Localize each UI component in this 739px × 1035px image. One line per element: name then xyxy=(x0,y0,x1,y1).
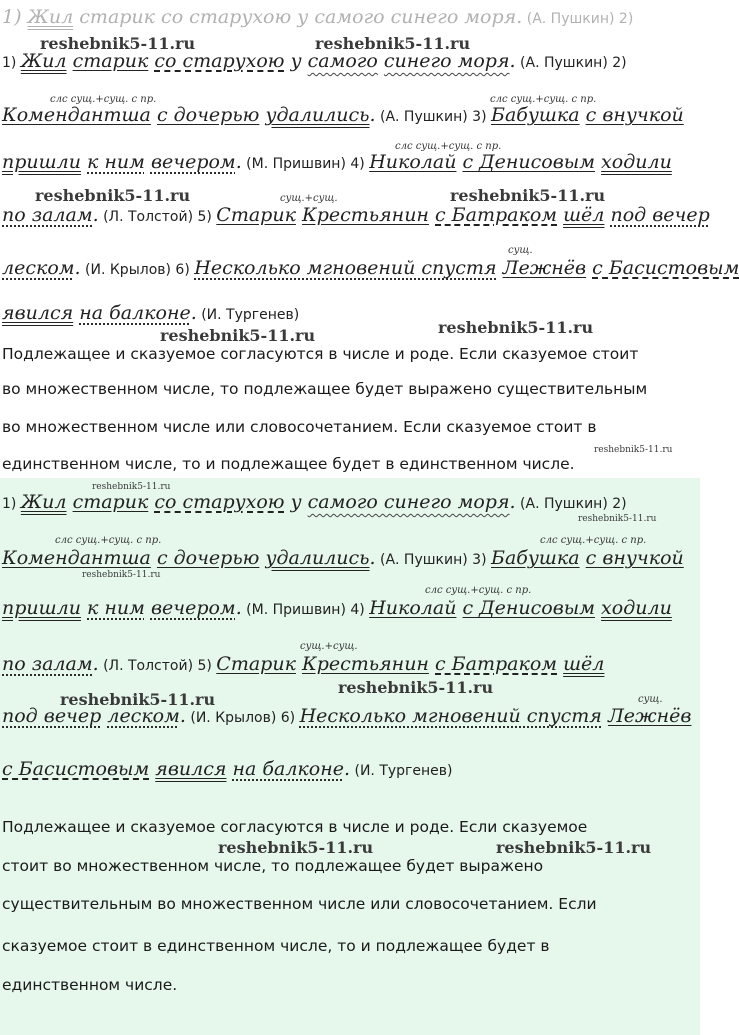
explanation-line: во множественном числе, то подлежащее будет выражено существительным xyxy=(2,380,648,398)
sentence-line-4: по залам. (Л. Толстой) 5) Старик Крестьянин с Батраком шёл xyxy=(2,653,605,675)
annotation: слс сущ.+сущ. с пр. xyxy=(55,535,162,546)
explanation-line: единственном числе, то и подлежащее будет в единственном числе. xyxy=(2,455,575,473)
annotation: сущ.+сущ. xyxy=(280,193,338,204)
explanation-line: сказуемое стоит в единственном числе, то и подлежащее будет в xyxy=(2,937,550,955)
sentence-line-4: по залам. (Л. Толстой) 5) Старик Крестьянин с Батраком шёл под вечер xyxy=(2,204,710,226)
watermark: reshebnik5-11.ru xyxy=(338,678,494,697)
sentence-line-3: пришли к ним вечером. (М. Пришвин) 4) Николай с Денисовым ходили xyxy=(2,597,672,619)
explanation-line: единственном числе. xyxy=(2,976,178,994)
watermark: reshebnik5-11.ru xyxy=(496,838,652,857)
explanation-line: существительным во множественном числе или словосочетанием. Если xyxy=(2,895,597,913)
faded-sentence-line: 1) Жил старик со старухою у самого синего моря. (А. Пушкин) 2) xyxy=(2,6,634,28)
sentence-line-3: пришли к ним вечером. (М. Пришвин) 4) Николай с Денисовым ходили xyxy=(2,151,672,173)
sentence-line-6: с Басистовым явился на балконе. (И. Тургенев) xyxy=(2,758,453,780)
annotation: слс сущ.+сущ. с пр. xyxy=(490,94,597,105)
watermark: reshebnik5-11.ru xyxy=(35,186,191,205)
watermark: reshebnik5-11.ru xyxy=(40,34,196,53)
sentence-line-5: под вечер леском. (И. Крылов) 6) Несколько мгновений спустя Лежнёв xyxy=(2,705,692,727)
watermark: reshebnik5-11.ru xyxy=(82,570,161,580)
annotation: слс сущ.+сущ. с пр. xyxy=(425,585,532,596)
explanation-line: стоит во множественном числе, то подлежащее будет выражено xyxy=(2,857,544,875)
watermark: reshebnik5-11.ru xyxy=(218,838,374,857)
sentence-line-1: 1) Жил старик со старухою у самого синего моря. (А. Пушкин) 2) xyxy=(2,50,627,72)
watermark: reshebnik5-11.ru xyxy=(594,445,673,455)
watermark: reshebnik5-11.ru xyxy=(92,482,171,492)
sentence-line-1: 1) Жил старик со старухою у самого синего моря. (А. Пушкин) 2) xyxy=(2,491,627,513)
annotation: слс сущ.+сущ. с пр. xyxy=(395,141,502,152)
explanation-line: Подлежащее и сказуемое согласуются в числе и роде. Если сказуемое стоит xyxy=(2,345,639,363)
sentence-line-2: Комендантша с дочерью удалились. (А. Пушкин) 3) Бабушка с внучкой xyxy=(2,104,684,126)
watermark: reshebnik5-11.ru xyxy=(450,186,606,205)
annotation: сущ. xyxy=(638,694,663,705)
sentence-line-5: леском. (И. Крылов) 6) Несколько мгновений спустя Лежнёв с Басистовым xyxy=(2,257,739,279)
annotation: слс сущ.+сущ. с пр. xyxy=(540,535,647,546)
watermark: reshebnik5-11.ru xyxy=(578,514,657,524)
watermark: reshebnik5-11.ru xyxy=(60,690,216,709)
watermark: reshebnik5-11.ru xyxy=(438,318,594,337)
explanation-line: во множественном числе или словосочетанием. Если сказуемое стоит в xyxy=(2,418,597,436)
sentence-line-6: явился на балконе. (И. Тургенев) xyxy=(2,302,300,324)
sentence-line-2: Комендантша с дочерью удалились. (А. Пушкин) 3) Бабушка с внучкой xyxy=(2,547,684,569)
annotation: сущ. xyxy=(508,245,533,256)
watermark: reshebnik5-11.ru xyxy=(315,34,471,53)
explanation-line: Подлежащее и сказуемое согласуются в числе и роде. Если сказуемое xyxy=(2,818,588,836)
annotation: сущ.+сущ. xyxy=(300,641,358,652)
annotation: слс сущ.+сущ. с пр. xyxy=(50,94,157,105)
watermark: reshebnik5-11.ru xyxy=(160,326,316,345)
